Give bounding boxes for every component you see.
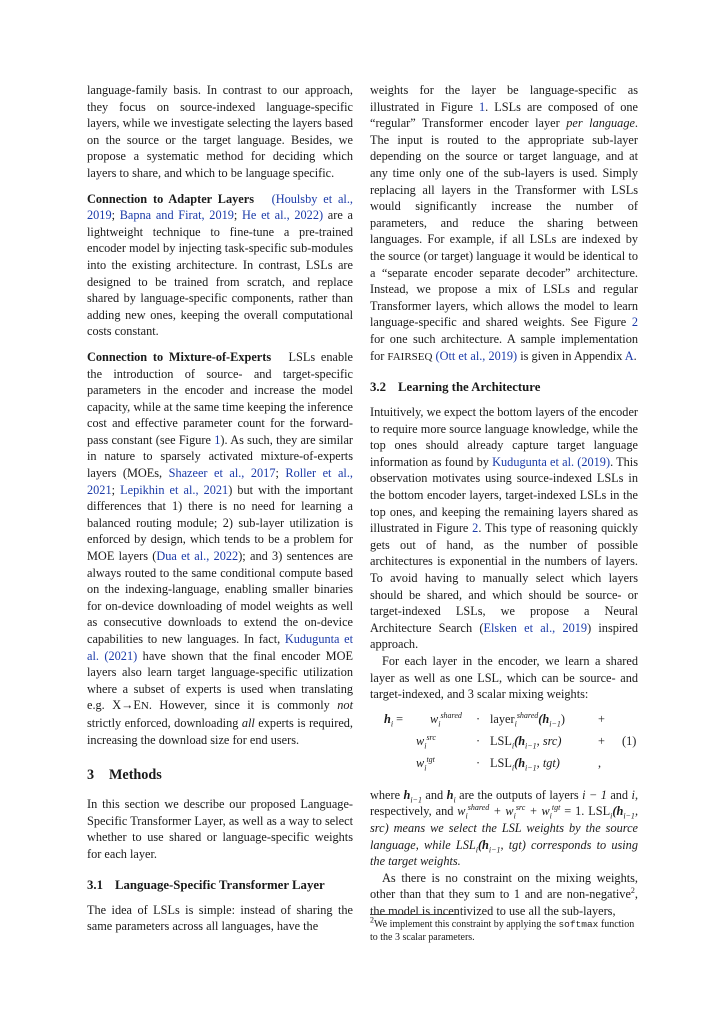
equation-explanation-paragraph: where $h_{i-1}$ and $h_i$ are the outputs of layers i − 1 and i, respectively, and $w_i^{shared} + w_i^{src} + w_i^{tgt} = 1$. $LSL_i(h_{i-1}$, src) means we select the LSL weights by the source language, while $LSL_i(h_{i-1}$, tgt) corresponds to using the target weights.	[370, 787, 639, 869]
section-3-heading	[87, 766, 353, 784]
citation-dua[interactable]: Dua et al., 2022	[156, 549, 239, 564]
adapter-layers-body: are a lightweight technique to fine-tune a pre-trained encoder model by injecting task-specific sub-modules into the existing architecture. In contrast, LSLs are designed to be trained from scratch, and replace shared by language-specific components, rather than adding new ones, keeping the overall computational costs constant.	[87, 208, 353, 339]
lsl-text-a: weights for the layer be language-specific as illustrated in Figure	[370, 83, 638, 114]
citation-separator: ;	[233, 208, 243, 223]
mixing-weights-paragraph: For each layer in the encoder, we learn a shared layer as well as one LSL, which can be source- and target-indexed, and 3 scalar mixing weights:	[370, 654, 638, 702]
citation-separator: ;	[275, 466, 286, 481]
appendix-a-ref[interactable]: A	[624, 348, 634, 363]
citation-separator: ;	[111, 482, 121, 497]
moe-paragraph	[87, 349, 353, 748]
adapter-layers-paragraph	[87, 191, 353, 340]
citation-separator: ;	[111, 208, 120, 223]
moe-body-c: ) but with the important differences that 1) there is no need for learning a balanced routing module; 2) sub-layer utilization is enforced by design, which tends to be a problem for MOE layers (	[87, 482, 353, 564]
citation-bapna[interactable]: Bapna and Firat, 2019	[119, 208, 234, 223]
arch-text-d: ) inspired approach.	[370, 620, 638, 652]
moe-heading: Connection to Mixture-of-Experts	[87, 349, 272, 364]
plus-sign: +	[598, 733, 605, 748]
subsection-number: 3.1	[87, 877, 103, 892]
moe-body-b: ). As such, they are similar in nature to sparsely activated mixture-of-experts layers (MOEs,	[87, 432, 353, 481]
equation-lhs: $h_i$ =	[384, 711, 404, 729]
footnote-text-a: We implement this constraint by applying the	[374, 919, 559, 930]
lsl-text-d: for one such architecture. A sample implementation for	[370, 331, 638, 363]
softmax-code: softmax	[558, 919, 599, 930]
lsl-text-c: . The input is routed to the appropriate sub-layer depending on the source or target language, and at any time only one of the sub-layers is used. Simply replacing all layers in the Transformer with LSLs would significantly increase the number of parameters, and reduce the sharing between languages. For example, if all LSLs are indexed by the source (or target) language it would be identical to a “separate encoder separate decoder” architecture. Instead, we propose a mix of LSLs and regular Transformer layers, which allows the model to learn language-specific and shared weights. See Figure	[370, 116, 638, 330]
footnote-text-b: function to the 3 scalar parameters.	[370, 919, 635, 943]
left-column	[87, 82, 353, 935]
equation-row-src	[370, 733, 638, 753]
citation-lepikhin[interactable]: Lepikhin et al., 2021	[120, 482, 229, 497]
mult-dot: ·	[476, 733, 481, 748]
citation-kudugunta-2019[interactable]: Kudugunta et al. (2019)	[492, 454, 611, 469]
lsl-text-b: . LSLs are composed of one “regular” Transformer encoder layer	[370, 99, 638, 131]
citation-close: )	[318, 208, 324, 223]
intro-paragraph: language-family basis. In contrast to our approach, they focus on source-indexed language-specific layers, while we investigate selecting the layers based on the source or the target language. Besides, we propose a systematic method for deciding which layers to share, and which to be language specific.	[87, 83, 353, 180]
weight-tgt: $w_i^{tgt}$	[416, 754, 435, 773]
lsl-text-f: is given in Appendix	[517, 348, 625, 363]
lsl-text-g: .	[633, 348, 637, 363]
adapter-layers-heading: Connection to Adapter Layers	[87, 191, 254, 206]
citation-he[interactable]: He et al., 2022	[242, 208, 319, 223]
citation-ott[interactable]: (Ott et al., 2019)	[435, 348, 518, 363]
footnote-rule	[370, 914, 458, 915]
fairseq-smallcaps: FAIRSEQ	[387, 350, 433, 363]
citation-shazeer[interactable]: Shazeer et al., 2017	[168, 466, 276, 481]
subsection-title: Language-Specific Transformer Layer	[115, 877, 325, 892]
mult-dot: ·	[476, 711, 481, 726]
moe-emph-not: not	[337, 698, 353, 713]
footnote-mark: 2	[370, 915, 374, 925]
citation-houlsby[interactable]: (Houlsby et al., 2019	[87, 191, 353, 223]
weight-src: $w_i^{src}$	[416, 732, 436, 751]
subsection-number: 3.2	[370, 380, 386, 395]
subsection-3-2-heading	[370, 379, 638, 396]
citation-roller[interactable]: Roller et al., 2021	[87, 466, 353, 497]
moe-body-e: have shown that the final encoder MOE layers also learn target language-specific utilization where a subset of experts is used when translating e.g. X→E	[87, 648, 353, 713]
methods-intro-paragraph: In this section we describe our proposed Language-Specific Transformer Layer, as well as a way to select whether to use shared or language-specific weights for each layer.	[87, 797, 353, 861]
plus-sign: +	[598, 711, 605, 726]
lsl-emph-per-language: per language	[566, 116, 635, 131]
moe-body-h: experts is required, increasing the download size for end users.	[87, 715, 353, 747]
citation-elsken[interactable]: Elsken et al., 2019	[483, 620, 588, 635]
shared-layer-term: $layer_i^{shared}(h_{i-1})$	[490, 710, 565, 729]
footnote-marker[interactable]: 2	[630, 886, 635, 896]
subsection-title: Learning the Architecture	[398, 380, 541, 395]
citation-kudugunta-2021[interactable]: Kudugunta et al. (2021)	[87, 632, 353, 663]
architecture-paragraph	[370, 404, 638, 653]
comma: ,	[598, 755, 602, 770]
moe-body-a: LSLs enable the introduction of source- and target-specific parameters in the encoder and increase the model capacity, while at the same time keeping the inference cost and effective parameter count for the forward-pass constant (see Figure	[87, 349, 353, 447]
section-number: 3	[87, 767, 95, 784]
arch-text-b: . This observation motivates using source-indexed LSLs in the bottom encoder layers, target-indexed LSLs in the top ones, and keeping the remaining layers shared as illustrated in Figure	[370, 454, 638, 536]
arch-text-c: . This type of reasoning quickly gets out of hand, as the number of possible architectures is exponential in the numbers of layers. To avoid having to manually select which layers should be shared, and which should be source- or target-indexed LSLs, we propose a Neural Architecture Search (	[370, 521, 638, 635]
moe-body-g: strictly enforced, downloading	[87, 715, 242, 730]
weight-shared: $w_i^{shared}$	[430, 710, 462, 729]
equation-row-tgt	[370, 755, 638, 775]
constraint-paragraph: As there is no constraint on the mixing weights, other than that they sum to 1 and are non-negative$^2$, the model is incentivized to use all the sub-layers,	[370, 870, 638, 918]
moe-body-d: ); and 3) sentences are always routed to the same conditional compute based on the indexing-language, enabling smaller binaries for on-device downloading of model weights as well as consecutive downloads to extend the on-device capabilities to new languages. In fact,	[87, 549, 353, 646]
moe-body-f: . However, since it is commonly	[148, 698, 338, 713]
equation-1	[370, 711, 638, 777]
lsl-tgt-term: $LSL_i(h_{i-1}$, tgt)	[490, 755, 560, 773]
figure-2-ref[interactable]: 2	[472, 521, 479, 536]
figure-1-ref[interactable]: 1	[214, 432, 221, 447]
footnote	[370, 915, 638, 944]
equation-row-shared	[370, 711, 638, 731]
lsl-description-paragraph	[370, 82, 638, 365]
mult-dot: ·	[476, 755, 481, 770]
figure-2-ref[interactable]: 2	[631, 315, 638, 330]
right-column	[370, 82, 638, 920]
lsl-src-term: $LSL_i(h_{i-1}$, src)	[490, 733, 562, 751]
lsl-intro-paragraph: The idea of LSLs is simple: instead of sharing the same parameters across all languages, have the	[87, 902, 353, 934]
figure-1-ref[interactable]: 1	[479, 99, 486, 114]
arch-text-a: Intuitively, we expect the bottom layers of the encoder to require more source language knowledge, while the top ones should already capture target language information as found by	[370, 405, 638, 469]
moe-en-smallcaps: N	[140, 700, 149, 713]
moe-emph-all: all	[241, 715, 255, 730]
equation-number: (1)	[622, 733, 637, 748]
subsection-3-1-heading	[87, 877, 353, 894]
section-title: Methods	[109, 767, 162, 784]
